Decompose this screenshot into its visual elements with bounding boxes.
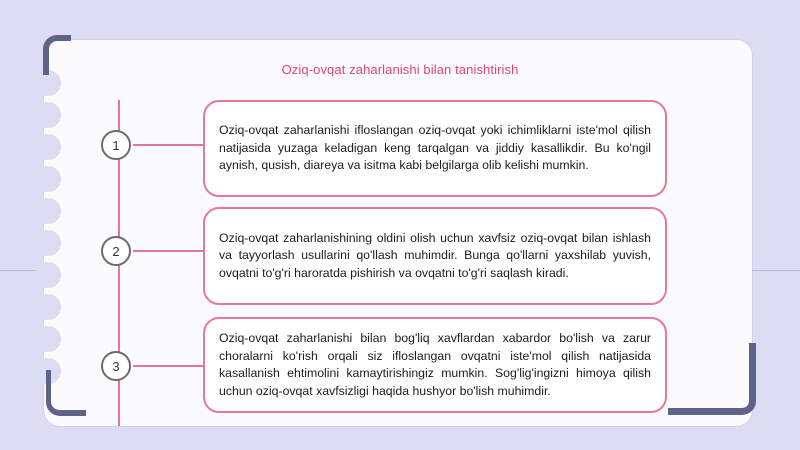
binder-hole <box>35 326 61 352</box>
step-text: Oziq-ovqat zaharlanishi ifloslangan oziq-ovqat yoki ichimliklarni iste'mol qilish natijasida yuzaga keladigan keng tarqalgan va jiddiy kasallikdir. Bu ko'ngil aynish, qusish, diareya va isitma kabi belgilarga olib kelishi mumkin. <box>219 123 651 173</box>
step-card <box>203 207 667 305</box>
step-number-badge: 3 <box>101 351 131 381</box>
binder-hole <box>35 198 61 224</box>
frame-corner-bottom-right <box>668 343 756 415</box>
binder-hole <box>35 134 61 160</box>
step-card <box>203 317 667 413</box>
timeline-connector <box>133 144 203 146</box>
step-text: Oziq-ovqat zaharlanishining oldini olish uchun xavfsiz oziq-ovqat bilan ishlash va tayyorlash usullarini qo'llash muhimdir. Bunga qo'llarni yaxshilab yuvish, ovqatni to'g'ri haroratda pishirish va ovqatni to'g'ri saqlash kiradi. <box>219 230 651 280</box>
binder-hole <box>35 294 61 320</box>
step-text: Oziq-ovqat zaharlanishi bilan bog'liq xavflardan xabardor bo'lish va zarur choralarni ko'rish orqali siz ifloslangan ovqatni iste'mol qilish natijasida kasallanish ehtimolini kamaytirishingiz mumkin. Sog'lig'ingizni himoya qilish uchun oziq-ovqat xavfsizligi haqida hushyor bo'lish muhimdir. <box>219 331 651 398</box>
frame-corner-bottom-left <box>46 370 86 416</box>
step-card <box>203 100 667 197</box>
timeline-connector <box>133 250 203 252</box>
timeline-connector <box>133 365 203 367</box>
binder-hole <box>35 102 61 128</box>
step-number-badge: 1 <box>101 130 131 160</box>
binder-hole <box>35 230 61 256</box>
slide-title: Oziq-ovqat zaharlanishi bilan tanishtirish <box>281 62 519 77</box>
binder-hole <box>35 262 61 288</box>
binder-hole <box>35 166 61 192</box>
step-number-badge: 2 <box>101 236 131 266</box>
